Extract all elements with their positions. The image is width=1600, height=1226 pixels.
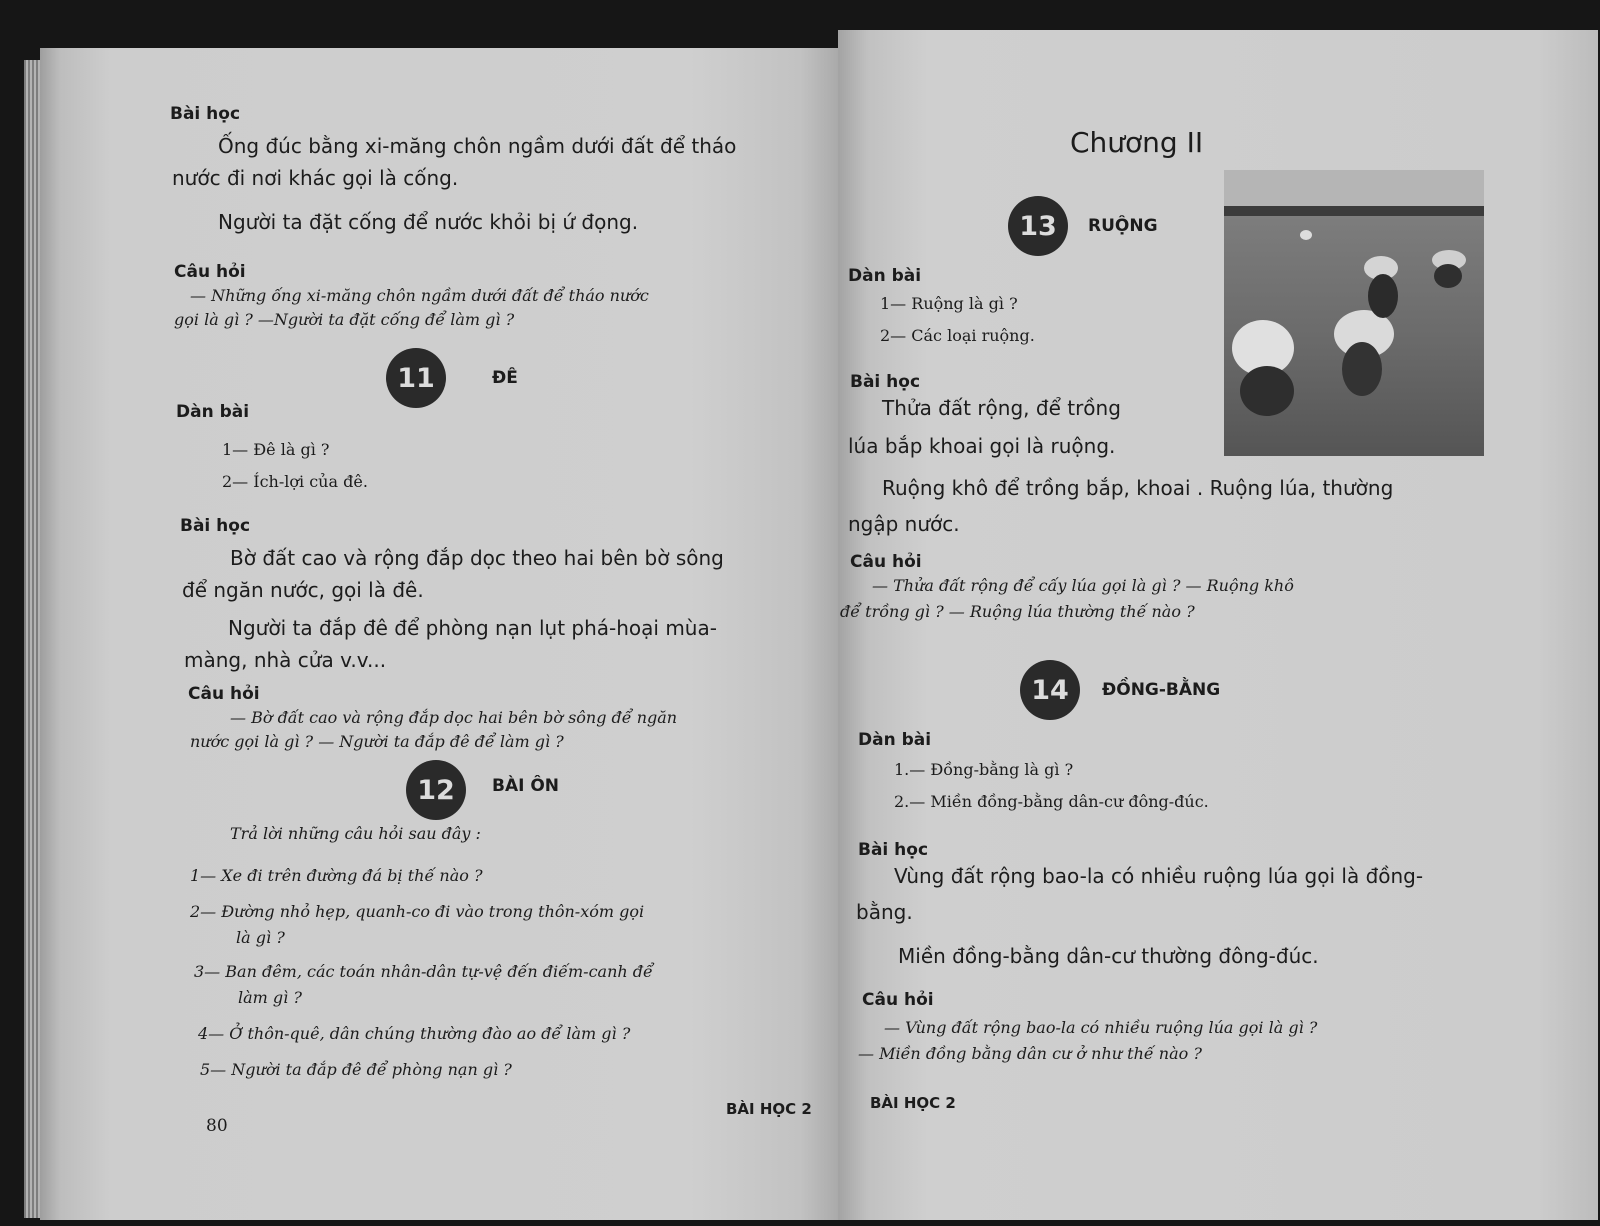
photo-sky xyxy=(1224,170,1484,206)
lesson-14-title: ĐỒNG-BẰNG xyxy=(1102,680,1221,700)
bai-hoc-heading: Bài học xyxy=(858,840,929,860)
footer-label: BÀI HỌC 2 xyxy=(870,1094,956,1112)
lesson-text: để ngăn nước, gọi là đê. xyxy=(182,578,424,602)
cau-hoi-heading: Câu hỏi xyxy=(188,684,260,704)
lesson-text: Miền đồng-bằng dân-cư thường đông-đúc. xyxy=(898,944,1319,968)
question-text: — Miền đồng bằng dân cư ở như thế nào ? xyxy=(858,1044,1202,1063)
question-text: để trồng gì ? — Ruộng lúa thường thế nào ? xyxy=(840,602,1195,621)
lesson-text: Bờ đất cao và rộng đắp dọc theo hai bên bờ sông xyxy=(230,546,724,570)
outline-item: 1.— Đồng-bằng là gì ? xyxy=(894,760,1074,779)
right-page xyxy=(838,30,1598,1220)
cau-hoi-heading: Câu hỏi xyxy=(850,552,922,572)
lesson-text: màng, nhà cửa v.v... xyxy=(184,648,387,672)
lesson-text: Ống đúc bằng xi-măng chôn ngầm dưới đất để tháo xyxy=(218,134,737,158)
lesson-text: Ruộng khô để trồng bắp, khoai . Ruộng lúa, thường xyxy=(882,476,1394,500)
outline-item: 2.— Miền đồng-bằng dân-cư đông-đúc. xyxy=(894,792,1209,811)
farmer-figure xyxy=(1342,342,1382,396)
outline-item: 1— Ruộng là gì ? xyxy=(880,294,1018,313)
lesson-text: Người ta đắp đê để phòng nạn lụt phá-hoại mùa- xyxy=(228,616,717,640)
bai-hoc-heading: Bài học xyxy=(850,372,921,392)
lesson-13-title: RUỘNG xyxy=(1088,216,1158,236)
bai-hoc-heading: Bài học xyxy=(180,516,251,536)
rice-field-photo xyxy=(1224,170,1484,456)
bai-hoc-heading: Bài học xyxy=(170,104,241,124)
dan-bai-heading: Dàn bài xyxy=(858,730,932,750)
review-question: 3— Ban đêm, các toán nhân-dân tự-vệ đến điếm-canh để xyxy=(194,962,653,981)
lesson-text: ngập nước. xyxy=(848,512,960,536)
question-text: nước gọi là gì ? — Người ta đắp đê để làm gì ? xyxy=(190,732,564,751)
review-question: 4— Ở thôn-quê, dân chúng thường đào ao để làm gì ? xyxy=(198,1024,631,1043)
lesson-text: lúa bắp khoai gọi là ruộng. xyxy=(848,434,1116,458)
farmer-figure xyxy=(1240,366,1294,416)
lesson-text: Vùng đất rộng bao-la có nhiều ruộng lúa gọi là đồng- xyxy=(894,864,1424,888)
photo-horizon xyxy=(1224,206,1484,216)
review-question: là gì ? xyxy=(236,928,285,947)
outline-item: 2— Ích-lợi của đê. xyxy=(222,472,368,491)
lesson-text: Người ta đặt cống để nước khỏi bị ứ đọng. xyxy=(218,210,639,234)
dan-bai-heading: Dàn bài xyxy=(176,402,250,422)
review-question: 1— Xe đi trên đường đá bị thế nào ? xyxy=(190,866,483,885)
lesson-11-badge: 11 xyxy=(386,348,446,408)
review-question: 5— Người ta đắp đê để phòng nạn gì ? xyxy=(200,1060,512,1079)
question-text: — Vùng đất rộng bao-la có nhiều ruộng lúa gọi là gì ? xyxy=(884,1018,1318,1037)
dan-bai-heading: Dàn bài xyxy=(848,266,922,286)
left-page xyxy=(40,48,840,1220)
lesson-12-title: BÀI ÔN xyxy=(492,776,560,796)
review-question: làm gì ? xyxy=(238,988,302,1007)
lesson-text: Thửa đất rộng, để trồng xyxy=(882,396,1121,420)
farmer-figure xyxy=(1368,274,1398,318)
footer-label: BÀI HỌC 2 xyxy=(726,1100,812,1118)
lesson-11-title: ĐÊ xyxy=(492,368,518,388)
question-text: — Bờ đất cao và rộng đắp dọc hai bên bờ sông để ngăn xyxy=(230,708,678,727)
cau-hoi-heading: Câu hỏi xyxy=(174,262,246,282)
lesson-text: bằng. xyxy=(856,900,913,924)
outline-item: 1— Đê là gì ? xyxy=(222,440,330,459)
lesson-14-badge: 14 xyxy=(1020,660,1080,720)
lesson-text: nước đi nơi khác gọi là cống. xyxy=(172,166,459,190)
question-text: gọi là gì ? —Người ta đặt cống để làm gì ? xyxy=(174,310,515,329)
outline-item: 2— Các loại ruộng. xyxy=(880,326,1035,345)
farmer-hat xyxy=(1300,230,1312,240)
farmer-figure xyxy=(1434,264,1462,288)
lesson-13-badge: 13 xyxy=(1008,196,1068,256)
question-text: — Thửa đất rộng để cấy lúa gọi là gì ? — Ruộng khô xyxy=(872,576,1294,595)
review-question: 2— Đường nhỏ hẹp, quanh-co đi vào trong thôn-xóm gọi xyxy=(190,902,645,921)
page-number: 80 xyxy=(206,1116,228,1136)
chapter-title: Chương II xyxy=(1070,126,1204,159)
review-intro: Trả lời những câu hỏi sau đây : xyxy=(230,824,481,843)
lesson-12-badge: 12 xyxy=(406,760,466,820)
question-text: — Những ống xi-măng chôn ngầm dưới đất để tháo nước xyxy=(190,286,649,305)
cau-hoi-heading: Câu hỏi xyxy=(862,990,934,1010)
